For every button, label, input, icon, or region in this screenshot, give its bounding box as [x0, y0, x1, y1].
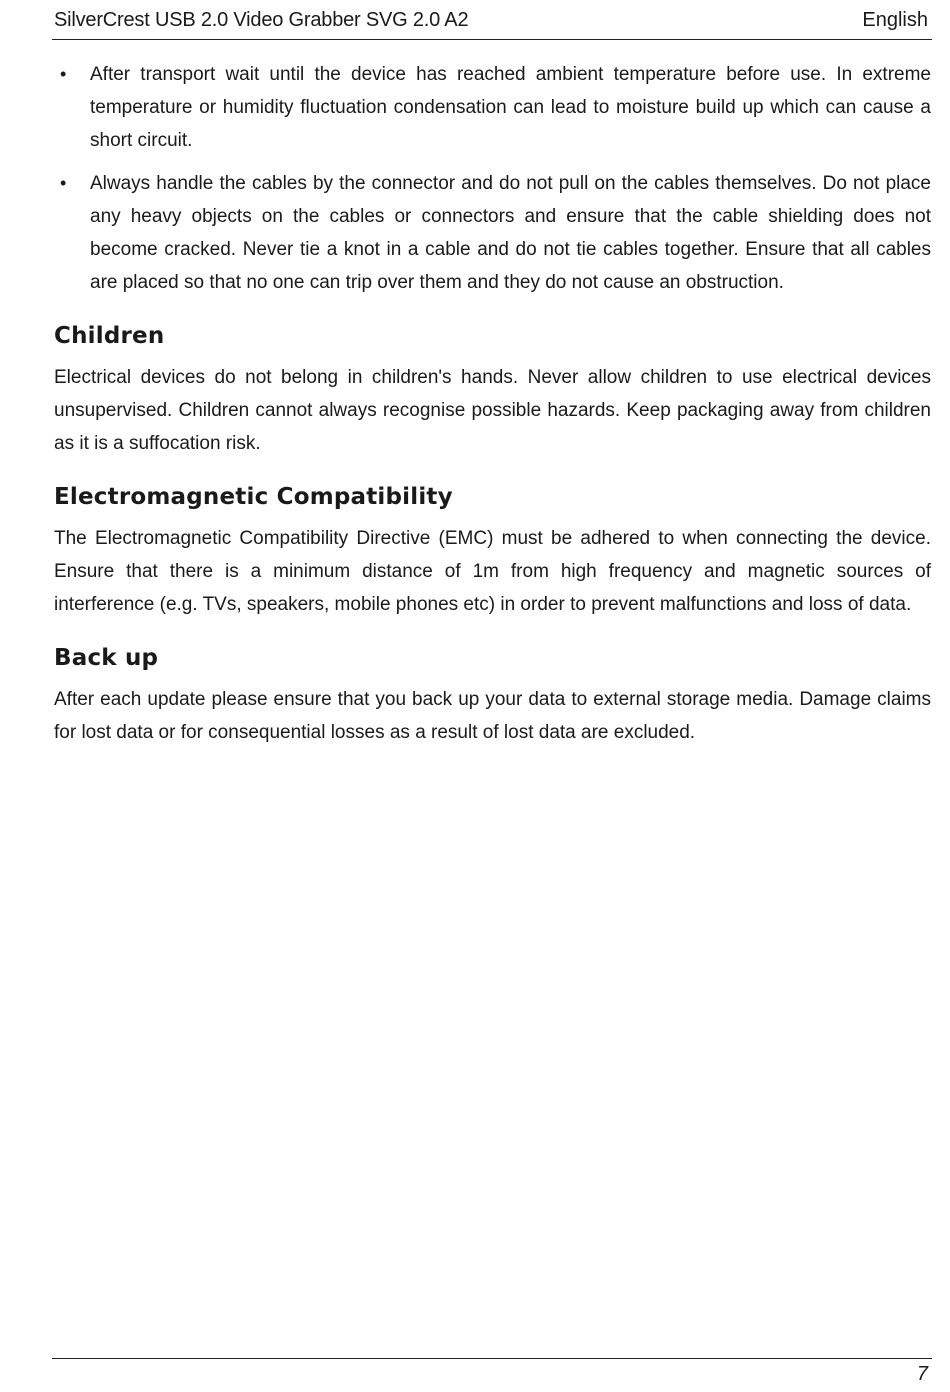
bullet-item	[54, 58, 931, 157]
bullet-icon: •	[60, 64, 67, 84]
page-footer	[52, 1358, 932, 1385]
document-title: SilverCrest USB 2.0 Video Grabber SVG 2.0 A2	[54, 9, 469, 31]
document-language: English	[862, 9, 928, 31]
section-body-backup: After each update please ensure that you back up your data to external storage media. Damage claims for lost data or for consequential losses as a result of lost data are excluded.	[54, 689, 931, 743]
section-body-emc: The Electromagnetic Compatibility Directive (EMC) must be adhered to when connecting the device. Ensure that there is a minimum distance of 1m from high frequency and magnetic sources of interference (e.g. TVs, speakers, mobile phones etc) in order to prevent malfunctions and loss of data.	[54, 528, 931, 615]
safety-bullet-list	[54, 58, 931, 299]
page-content	[54, 58, 931, 749]
bullet-text: Always handle the cables by the connector and do not pull on the cables themselves. Do not place any heavy objects on the cables or connectors and ensure that the cable shielding does not become cracked. Never tie a knot in a cable and do not tie cables together. Ensure that all cables are placed so that no one can trip over them and they do not cause an obstruction.	[90, 173, 931, 293]
section-heading-children: Children	[54, 323, 165, 349]
section-heading-backup: Back up	[54, 645, 159, 671]
bullet-item	[54, 167, 931, 299]
bullet-text: After transport wait until the device has reached ambient temperature before use. In extreme temperature or humidity fluctuation condensation can lead to moisture build up which can cause a short circuit.	[90, 64, 931, 151]
section-heading-emc: Electromagnetic Compatibility	[54, 484, 453, 510]
section-body-children: Electrical devices do not belong in children's hands. Never allow children to use electrical devices unsupervised. Children cannot always recognise possible hazards. Keep packaging away from children as it is a suffocation risk.	[54, 367, 931, 454]
page-header	[52, 6, 932, 40]
bullet-icon: •	[60, 173, 67, 193]
page-number: 7	[916, 1363, 928, 1385]
